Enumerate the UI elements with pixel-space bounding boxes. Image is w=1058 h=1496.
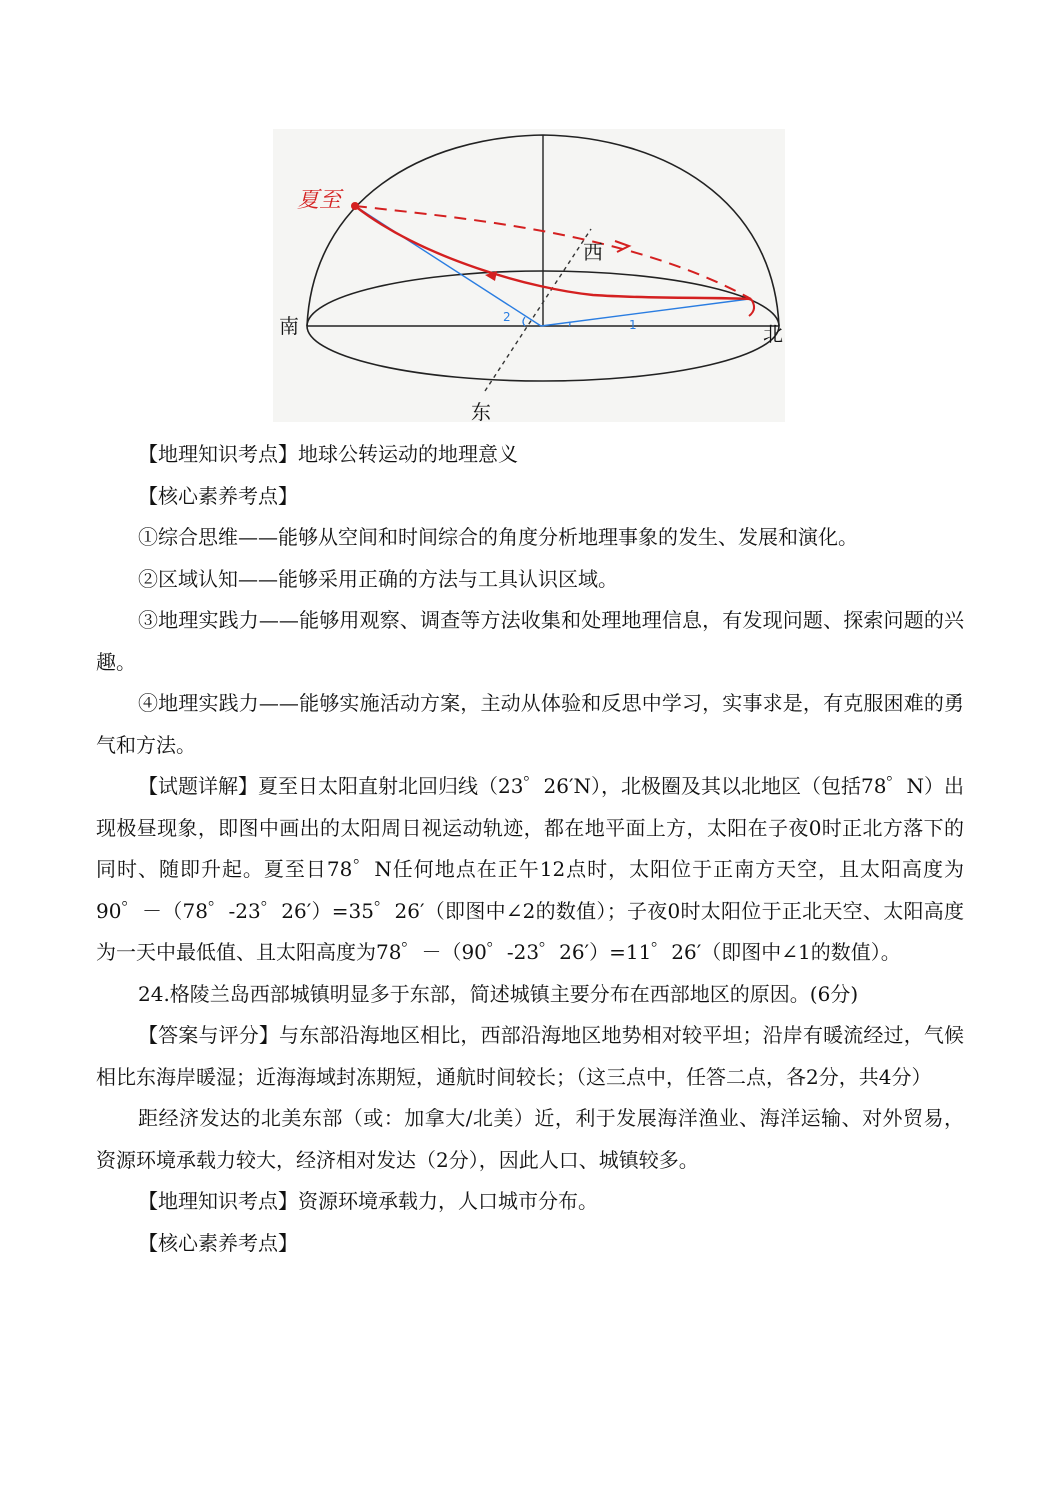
celestial-hemisphere-figure <box>273 129 785 422</box>
literacy-item-1: ①综合思维——能够从空间和时间综合的角度分析地理事象的发生、发展和演化。 <box>138 525 858 549</box>
label-angle-2: 2 <box>503 310 511 324</box>
label-south: 南 <box>279 314 299 338</box>
core-literacy-heading-2: 【核心素养考点】 <box>138 1230 298 1255</box>
literacy-item-2: ②区域认知——能够采用正确的方法与工具认识区域。 <box>138 566 618 591</box>
knowledge-point-2: 【地理知识考点】资源环境承载力，人口城市分布。 <box>138 1189 598 1213</box>
summer-solstice-sun-icon <box>351 202 359 210</box>
question-24: 24.格陵兰岛西部城镇明显多于东部，简述城镇主要分布在西部地区的原因。(6分) <box>138 981 859 1006</box>
label-west: 西 <box>583 240 603 264</box>
literacy-item-3: ③地理实践力——能够用观察、调查等方法收集和处理地理信息，有发现问题、探索问题的兴趣。 <box>96 608 964 674</box>
photo-background <box>273 129 785 422</box>
document-body <box>96 434 964 1264</box>
literacy-item-4: ④地理实践力——能够实施活动方案，主动从体验和反思中学习，实事求是，有克服困难的勇气和方法。 <box>96 691 964 757</box>
detailed-explanation: 【试题详解】夏至日太阳直射北回归线（23゜26′N），北极圈及其以北地区（包括78゜N）出现极昼现象，即图中画出的太阳周日视运动轨迹，都在地平面上方，太阳在子夜0时正北方落下的同时、随即升起。夏至日78゜N任何地点在正午12点时，太阳位于正南方天空，且太阳高度为90゜－（78゜-23゜26′）=35゜26′（即图中∠2的数值）；子夜0时太阳位于正北天空、太阳高度为一天中最低值、且太阳高度为78゜－（90゜-23゜26′）=11゜26′（即图中∠1的数值）。 <box>96 774 964 964</box>
hemisphere-diagram <box>273 129 785 422</box>
knowledge-point-heading: 【地理知识考点】地球公转运动的地理意义 <box>138 442 518 466</box>
label-summer-solstice: 夏至 <box>297 188 342 213</box>
label-north: 北 <box>763 322 783 346</box>
label-east: 东 <box>471 400 491 422</box>
core-literacy-heading: 【核心素养考点】 <box>138 483 298 508</box>
label-angle-1: 1 <box>629 318 637 332</box>
answer-continued: 距经济发达的北美东部（或：加拿大/北美）近，利于发展海洋渔业、海洋运输、对外贸易，资源环境承载力较大，经济相对发达（2分），因此人口、城镇较多。 <box>96 1106 964 1172</box>
answer-scoring: 【答案与评分】与东部沿海地区相比，西部沿海地区地势相对较平坦；沿岸有暖流经过，气候相比东海岸暖湿；近海海域封冻期短，通航时间较长；（这三点中，任答二点，各2分，共4分） <box>96 1023 964 1089</box>
